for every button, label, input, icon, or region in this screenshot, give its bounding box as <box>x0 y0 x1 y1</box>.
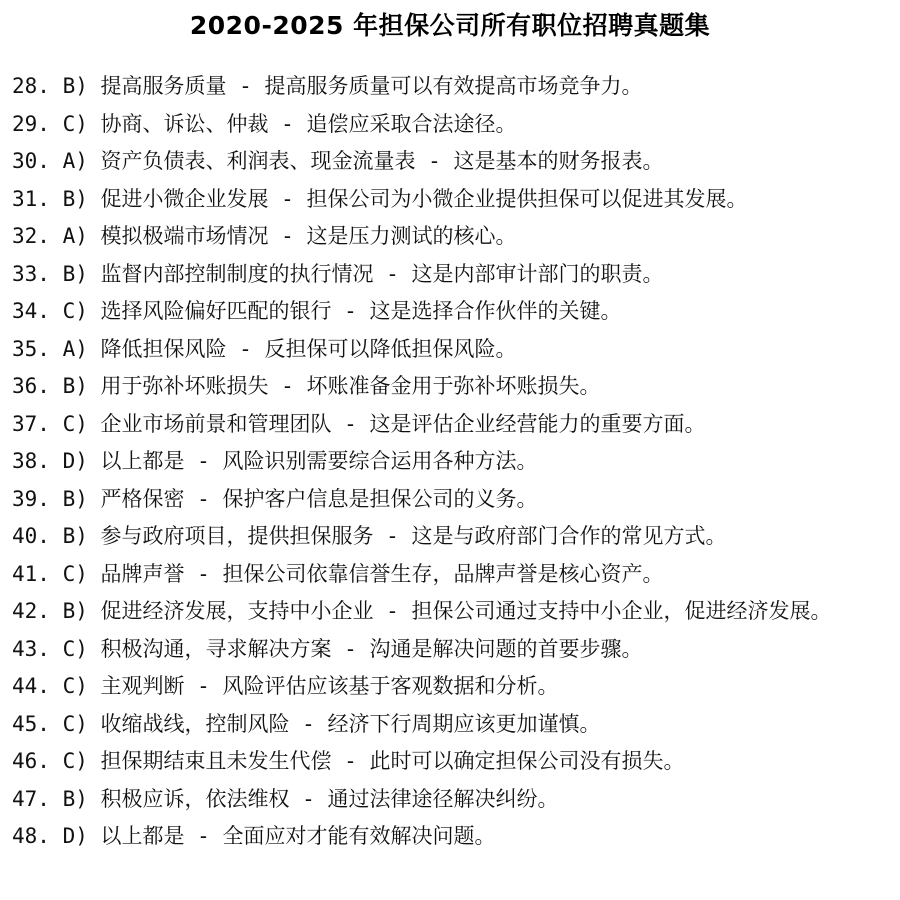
item-text: B) 严格保密 - 保护客户信息是担保公司的义务。 <box>62 486 538 511</box>
item-number: 38. <box>12 449 50 473</box>
answer-item <box>12 668 884 706</box>
answer-item <box>12 556 884 594</box>
item-number: 45. <box>12 711 50 736</box>
item-number: 47. <box>12 786 50 811</box>
item-text: B) 监督内部控制制度的执行情况 - 这是内部审计部门的职责。 <box>62 261 664 286</box>
document-title: 2020-2025 年担保公司所有职位招聘真题集 <box>189 11 711 40</box>
item-number: 31. <box>12 186 50 211</box>
item-number: 46. <box>12 749 50 773</box>
item-number: 48. <box>12 824 50 848</box>
answer-item <box>12 293 884 331</box>
item-text: D) 以上都是 - 全面应对才能有效解决问题。 <box>62 824 496 848</box>
item-text: A) 降低担保风险 - 反担保可以降低担保风险。 <box>62 336 517 361</box>
item-number: 39. <box>12 486 50 511</box>
answer-item <box>12 106 884 144</box>
item-text: C) 主观判断 - 风险评估应该基于客观数据和分析。 <box>62 674 559 698</box>
answer-item <box>12 331 884 369</box>
answer-item <box>12 143 884 181</box>
item-number: 44. <box>12 674 50 698</box>
item-number: 40. <box>12 524 50 548</box>
item-text: C) 协商、诉讼、仲裁 - 追偿应采取合法途径。 <box>62 111 517 136</box>
answer-item <box>12 781 884 819</box>
item-number: 29. <box>12 111 50 136</box>
item-text: C) 积极沟通，寻求解决方案 - 沟通是解决问题的首要步骤。 <box>62 636 643 661</box>
item-number: 34. <box>12 299 50 323</box>
item-text: B) 促进经济发展，支持中小企业 - 担保公司通过支持中小企业，促进经济发展。 <box>62 599 832 623</box>
item-number: 28. <box>12 74 50 98</box>
item-text: C) 品牌声誉 - 担保公司依靠信誉生存，品牌声誉是核心资产。 <box>62 561 664 586</box>
item-text: B) 用于弥补坏账损失 - 坏账准备金用于弥补坏账损失。 <box>62 374 601 398</box>
item-number: 32. <box>12 224 50 248</box>
answer-item <box>12 256 884 294</box>
answer-item <box>12 68 884 106</box>
item-text: B) 提高服务质量 - 提高服务质量可以有效提高市场竞争力。 <box>62 74 643 98</box>
item-text: C) 选择风险偏好匹配的银行 - 这是选择合作伙伴的关键。 <box>62 299 622 323</box>
item-text: C) 企业市场前景和管理团队 - 这是评估企业经营能力的重要方面。 <box>62 411 706 436</box>
item-text: C) 收缩战线，控制风险 - 经济下行周期应该更加谨慎。 <box>62 711 601 736</box>
item-text: C) 担保期结束且未发生代偿 - 此时可以确定担保公司没有损失。 <box>62 749 685 773</box>
item-number: 41. <box>12 561 50 586</box>
item-text: B) 积极应诉，依法维权 - 通过法律途径解决纠纷。 <box>62 786 559 811</box>
item-number: 37. <box>12 411 50 436</box>
answer-item <box>12 706 884 744</box>
answer-item <box>12 368 884 406</box>
item-text: A) 资产负债表、利润表、现金流量表 - 这是基本的财务报表。 <box>62 149 664 173</box>
item-text: B) 促进小微企业发展 - 担保公司为小微企业提供担保可以促进其发展。 <box>62 186 748 211</box>
answer-item <box>12 181 884 219</box>
answer-item <box>12 593 884 631</box>
item-text: A) 模拟极端市场情况 - 这是压力测试的核心。 <box>62 224 517 248</box>
answer-item <box>12 818 884 856</box>
item-number: 36. <box>12 374 50 398</box>
item-text: D) 以上都是 - 风险识别需要综合运用各种方法。 <box>62 449 538 473</box>
answer-list <box>12 68 884 856</box>
answer-item <box>12 218 884 256</box>
item-text: B) 参与政府项目，提供担保服务 - 这是与政府部门合作的常见方式。 <box>62 524 727 548</box>
item-number: 33. <box>12 261 50 286</box>
item-number: 42. <box>12 599 50 623</box>
item-number: 43. <box>12 636 50 661</box>
answer-item <box>12 631 884 669</box>
answer-item <box>12 481 884 519</box>
answer-item <box>12 443 884 481</box>
answer-item <box>12 518 884 556</box>
answer-item <box>12 406 884 444</box>
answer-item <box>12 743 884 781</box>
item-number: 35. <box>12 336 50 361</box>
item-number: 30. <box>12 149 50 173</box>
